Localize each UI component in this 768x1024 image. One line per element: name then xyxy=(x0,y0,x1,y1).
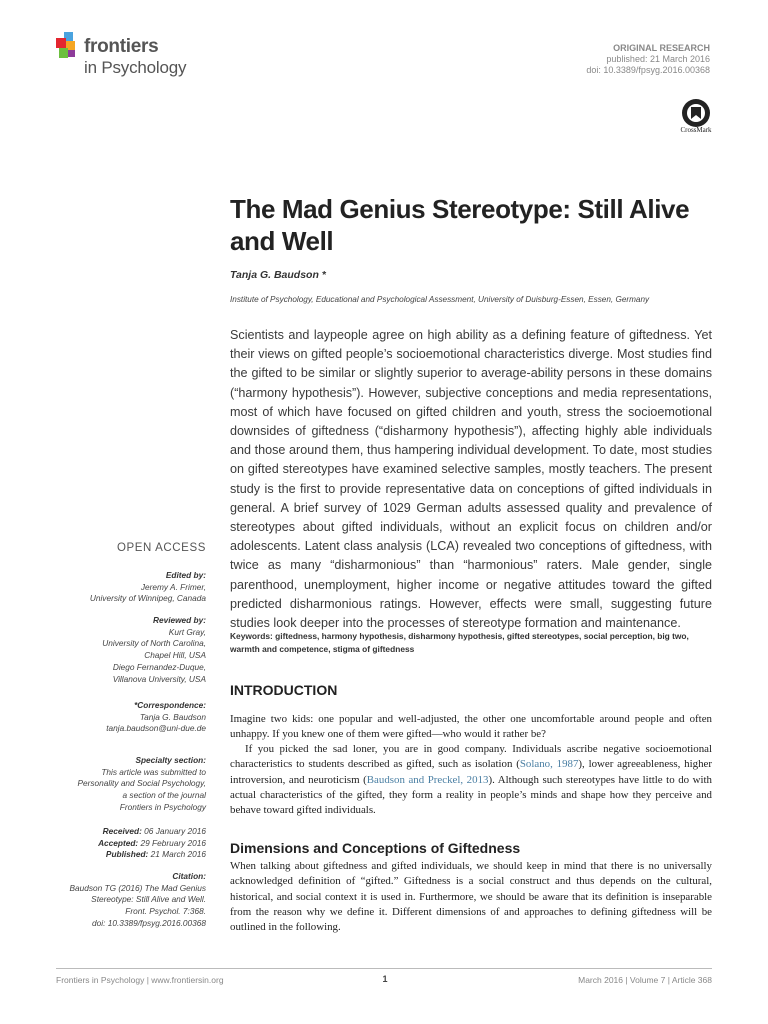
frontiers-logo-icon xyxy=(56,32,82,62)
specialty-line: Frontiers in Psychology xyxy=(119,801,206,812)
article-doi[interactable]: doi: 10.3389/fpsyg.2016.00368 xyxy=(586,65,710,75)
sidebar-dates xyxy=(40,826,206,861)
specialty-line: Personality and Social Psychology, xyxy=(77,778,206,789)
dimensions-paragraph-1: When talking about giftedness and gifted individuals, we should keep in mind that there is no universally acknowledged definition of “gifted.” Giftedness is a social construct and thus depends on the cultural, historical, and social context it is used in. Furthermore, we should be aware that its definition is inseparable from the reason why we define it. Different dimensions of and approaches to defining giftedness will be outlined in the following. xyxy=(230,860,712,934)
editor-line: University of Winnipeg, Canada xyxy=(89,593,206,604)
citation-link-solano[interactable]: Solano, 1987 xyxy=(519,758,579,771)
editor-line: Jeremy A. Frimer, xyxy=(140,581,206,592)
sidebar-edited-by xyxy=(40,570,206,605)
keywords: Keywords: giftedness, harmony hypothesis, disharmony hypothesis, gifted stereotypes, social perception, big two, warmth and competence, stigma of giftedness xyxy=(230,631,689,654)
specialty-line: a section of the journal xyxy=(122,790,206,801)
article-title: The Mad Genius Stereotype: Still Alive and Well xyxy=(230,194,690,256)
footer-journal-site[interactable]: Frontiers in Psychology | www.frontiersin.org xyxy=(56,975,224,985)
journal-name-line2: in Psychology xyxy=(84,58,187,77)
correspondence-email[interactable]: tanja.baudson@uni-due.de xyxy=(106,723,206,734)
article-author[interactable]: Tanja G. Baudson * xyxy=(230,269,326,281)
intro-paragraph-1: Imagine two kids: one popular and well-adjusted, the other one uncomfortable around people and often unhappy. If you knew one of them were gifted—who would it rather be? xyxy=(230,713,712,741)
reviewer-line: University of North Carolina, xyxy=(102,638,206,649)
citation-line: Front. Psychol. 7:368. xyxy=(125,906,206,917)
sidebar-correspondence xyxy=(40,700,206,735)
page-number: 1 xyxy=(382,974,388,984)
reviewer-line: Villanova University, USA xyxy=(112,673,206,684)
section-heading-introduction: INTRODUCTION xyxy=(230,682,338,698)
intro-p2-text-b: ), lower agreeableness, higher introversion, and neuroticism ( xyxy=(230,758,713,786)
citation-line: doi: 10.3389/fpsyg.2016.00368 xyxy=(92,917,206,928)
journal-logo[interactable] xyxy=(56,32,216,82)
footer-issue-info: March 2016 | Volume 7 | Article 368 xyxy=(578,975,712,985)
article-meta xyxy=(586,43,710,76)
reviewer-line: Kurt Gray, xyxy=(168,626,206,637)
accepted-label: Accepted: xyxy=(98,837,139,848)
citation-link-baudson[interactable]: Baudson and Preckel, 2013 xyxy=(366,773,489,786)
journal-name-line1: frontiers xyxy=(84,36,159,57)
abstract: Scientists and laypeople agree on high ability as a defining feature of giftedness. Yet their views on gifted people’s socioemotional characteristics diverge. Most studies find the gifted to be similar or slightly superior to average-ability persons in these domains (“harmony hypothesis”). However, subjective conceptions and media representations, most of which have focused on gifted children and youth, stress the socioemotional downsides of giftedness (“disharmony hypothesis”), affecting highly able individuals and those around them, thus hampering individual development. To date, most studies on gifted stereotypes have examined selective samples, mostly teachers. The present study is the first to provide representative data on conceptions of gifted individuals in general. A brief survey of 1029 German adults assessed quality and prevalence of stereotypes about gifted individuals, without an explicit focus on children and/or adolescents. Latent class analysis (LCA) revealed two conceptions of giftedness, with twice as many “disharmonious” than “harmonious” raters. Male gender, single parenthood, unemployment, higher income or negative attitudes toward the gifted predicted disharmonious ratings. However, effects were small, suggesting future studies look deeper into the processes of stereotype formation and maintenance. xyxy=(230,328,712,631)
sidebar-citation xyxy=(40,871,206,930)
reviewer-line: Diego Fernandez-Duque, xyxy=(112,661,206,672)
received-date: 06 January 2016 xyxy=(144,826,206,836)
sidebar-specialty xyxy=(40,755,206,814)
reviewer-line: Chapel Hill, USA xyxy=(144,650,206,661)
citation-label: Citation: xyxy=(172,871,206,881)
published-label: Published: xyxy=(105,849,149,860)
edited-by-label: Edited by: xyxy=(165,570,206,580)
published-date: published: 21 March 2016 xyxy=(606,54,710,64)
article-type: ORIGINAL RESEARCH xyxy=(613,43,710,53)
specialty-line: This article was submitted to xyxy=(101,766,206,777)
intro-paragraph-2 xyxy=(230,742,712,818)
published-date-side: 21 March 2016 xyxy=(150,849,206,860)
citation-line: Stereotype: Still Alive and Well. xyxy=(91,894,206,905)
intro-p2-text-a: If you picked the sad loner, you are in good company. Individuals ascribe negative socioemotional characteristics to students described as gifted, such as isolation ( xyxy=(230,743,712,771)
reviewed-by-label: Reviewed by: xyxy=(152,615,206,625)
received-label: Received: xyxy=(102,826,142,836)
sidebar-reviewed-by xyxy=(40,615,206,685)
correspondence-name: Tanja G. Baudson xyxy=(139,711,206,722)
specialty-label: Specialty section: xyxy=(135,755,206,765)
citation-line: Baudson TG (2016) The Mad Genius xyxy=(69,882,206,893)
crossmark-label: CrossMark xyxy=(680,126,712,134)
open-access-label: OPEN ACCESS xyxy=(116,542,206,554)
accepted-date: 29 February 2016 xyxy=(140,837,206,848)
intro-p2-text-c: ). Although such stereotypes have little to do with actual characteristics of the gifted, they form a reality in people’s minds and shape how they perceive and behave toward gifted individuals. xyxy=(230,773,713,817)
section-heading-dimensions: Dimensions and Conceptions of Giftedness xyxy=(230,840,521,856)
correspondence-label: *Correspondence: xyxy=(134,700,206,710)
author-affiliation: Institute of Psychology, Educational and Psychological Assessment, University of Duisburg-Essen, Essen, Germany xyxy=(230,295,650,304)
footer-divider xyxy=(56,968,712,969)
